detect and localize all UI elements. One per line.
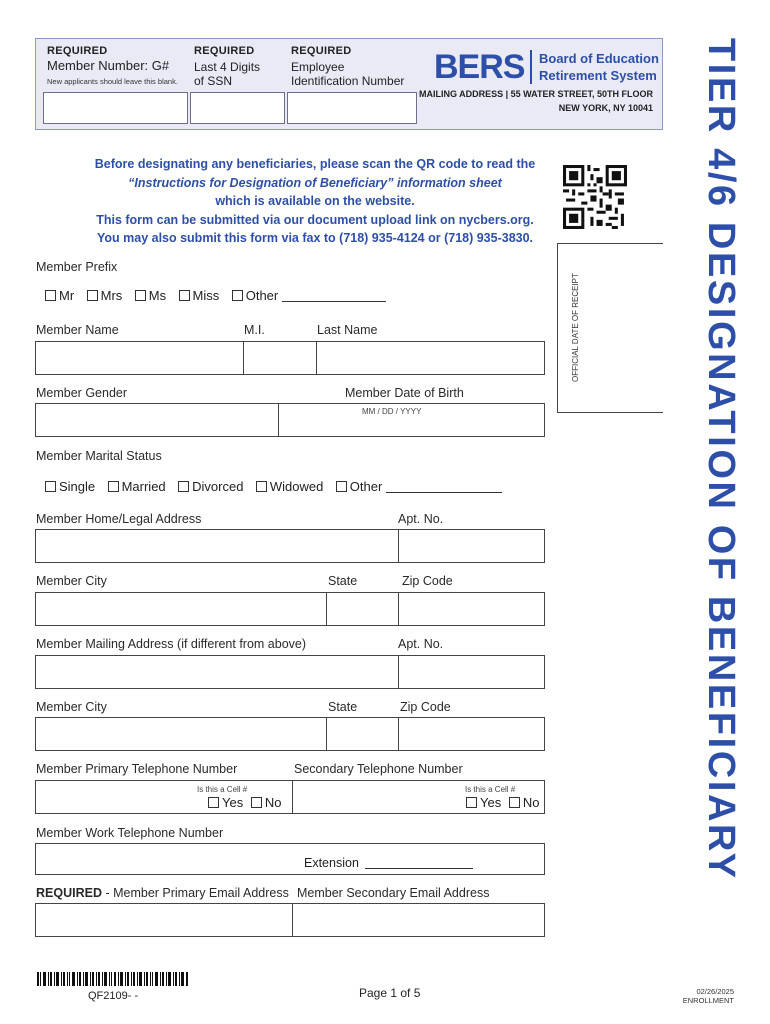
extension-line[interactable] (365, 868, 473, 869)
checkbox[interactable] (208, 797, 219, 808)
employee-id-label-1: Employee (291, 60, 345, 74)
last-name-label: Last Name (317, 323, 378, 337)
marital-option-widowed[interactable]: Widowed (256, 479, 323, 494)
instructions-line: Before designating any beneficiaries, please scan the QR code to read the (94, 157, 536, 171)
mi-label: M.I. (244, 323, 265, 337)
mailing-address-label: Member Mailing Address (if different from above) (36, 637, 307, 651)
mailing-state-label: State (328, 700, 358, 714)
apt-label: Apt. No. (398, 512, 444, 526)
primary-phone-label: Member Primary Telephone Number (36, 762, 238, 776)
mailing-city-input[interactable] (36, 718, 326, 750)
barcode-icon (37, 972, 189, 986)
city-label: Member City (36, 574, 107, 588)
marital-other-line[interactable] (386, 492, 502, 493)
no-option[interactable]: No (522, 795, 540, 810)
mailing-city-label: Member City (36, 700, 107, 714)
gender-dob-row (35, 403, 545, 437)
yes-option[interactable]: Yes (222, 795, 244, 810)
required-label: REQUIRED (194, 45, 255, 57)
checkbox[interactable] (135, 290, 146, 301)
employee-id-label-2: Identification Number (291, 74, 405, 88)
checkbox[interactable] (87, 290, 98, 301)
city-state-zip-row (35, 592, 545, 626)
no-option[interactable]: No (264, 795, 282, 810)
checkbox[interactable] (108, 481, 119, 492)
mailing-address-line-2: NEW YORK, NY 10041 (558, 103, 653, 113)
state-input[interactable] (327, 593, 398, 625)
zip-label: Zip Code (402, 574, 453, 588)
prefix-option-miss[interactable]: Miss (179, 288, 220, 303)
instructions-line: This form can be submitted via our document upload link on nycbers.org. (96, 212, 534, 227)
checkbox[interactable] (256, 481, 267, 492)
mailing-state-input[interactable] (327, 718, 398, 750)
marital-option-other[interactable]: Other (336, 479, 502, 494)
extension-field[interactable] (304, 856, 473, 870)
home-address-label: Member Home/Legal Address (36, 512, 202, 526)
marital-status-label: Member Marital Status (36, 449, 162, 463)
primary-cell-options (208, 795, 281, 810)
instructions-line: which is available on the website. (215, 194, 415, 208)
gender-input[interactable] (36, 404, 278, 436)
checkbox[interactable] (179, 290, 190, 301)
primary-email-input[interactable] (36, 904, 292, 936)
prefix-option-other[interactable]: Other (232, 288, 386, 303)
footer-enrollment: ENROLLMENT (682, 996, 734, 1005)
apt-input[interactable] (399, 530, 544, 562)
marital-option-married[interactable]: Married (108, 479, 166, 494)
mi-input[interactable] (244, 342, 316, 374)
apt-label: Apt. No. (398, 637, 444, 651)
required-label: REQUIRED (47, 45, 108, 57)
checkbox[interactable] (251, 797, 262, 808)
work-phone-label: Member Work Telephone Number (36, 826, 224, 840)
logo-divider (530, 50, 532, 84)
mailing-address-line-1: MAILING ADDRESS | 55 WATER STREET, 50TH FLOOR (418, 89, 653, 99)
prefix-option-ms[interactable]: Ms (135, 288, 166, 303)
first-name-input[interactable] (36, 342, 243, 374)
prefix-option-mrs[interactable]: Mrs (87, 288, 123, 303)
prefix-other-line[interactable] (282, 301, 386, 302)
member-number-note: New applicants should leave this blank. (47, 77, 178, 86)
primary-email-label: REQUIRED - Member Primary Email Address (36, 886, 289, 900)
checkbox[interactable] (466, 797, 477, 808)
dob-format-hint: MM / DD / YYYY (362, 407, 422, 416)
extension-label: Extension (304, 856, 359, 870)
secondary-email-input[interactable] (293, 904, 544, 936)
marital-option-divorced[interactable]: Divorced (178, 479, 243, 494)
ssn-field[interactable] (190, 92, 285, 124)
instructions-line: “Instructions for Designation of Beneficiary” information sheet (128, 175, 502, 190)
footer-date-block (683, 987, 734, 1005)
mailing-address-row (35, 655, 545, 689)
member-name-row (35, 341, 545, 375)
ssn-label-1: Last 4 Digits (194, 60, 261, 74)
state-label: State (328, 574, 358, 588)
qr-code-icon[interactable] (563, 165, 627, 229)
zip-input[interactable] (399, 593, 544, 625)
marital-option-single[interactable]: Single (45, 479, 95, 494)
checkbox[interactable] (232, 290, 243, 301)
instructions-block (70, 155, 560, 248)
email-required-label: REQUIRED (36, 886, 102, 900)
checkbox[interactable] (509, 797, 520, 808)
city-input[interactable] (36, 593, 326, 625)
ssn-label-2: of SSN (194, 74, 233, 88)
mailing-zip-label: Zip Code (400, 700, 451, 714)
required-label: REQUIRED (291, 45, 352, 57)
page-number: Page 1 of 5 (359, 986, 421, 1000)
prefix-options (45, 287, 394, 305)
member-number-label: Member Number: G# (47, 58, 170, 73)
official-receipt-label: OFFICIAL DATE OF RECEIPT (571, 273, 580, 382)
yes-option[interactable]: Yes (480, 795, 502, 810)
member-gender-label: Member Gender (36, 386, 128, 400)
checkbox[interactable] (178, 481, 189, 492)
page-title: TIER 4/6 DESIGNATION OF BENEFICIARY (700, 38, 742, 881)
secondary-cell-options (466, 795, 539, 810)
member-prefix-label: Member Prefix (36, 260, 118, 274)
home-address-row (35, 529, 545, 563)
form-code: QF2109- - (88, 990, 139, 1002)
prefix-option-mr[interactable]: Mr (45, 288, 74, 303)
checkbox[interactable] (45, 290, 56, 301)
employee-id-field[interactable] (287, 92, 417, 124)
instructions-line: You may also submit this form via fax to (718) 935-4124 or (718) 935-3830. (96, 231, 534, 245)
checkbox[interactable] (45, 481, 56, 492)
footer-date: 02/26/2025 (696, 987, 734, 996)
member-name-label: Member Name (36, 323, 119, 337)
last-name-input[interactable] (317, 342, 544, 374)
primary-cell-question: Is this a Cell # (197, 785, 248, 794)
marital-options (45, 478, 510, 496)
secondary-phone-label: Secondary Telephone Number (294, 762, 463, 776)
mailing-address-input[interactable] (36, 656, 398, 688)
checkbox[interactable] (336, 481, 347, 492)
secondary-email-label: Member Secondary Email Address (297, 886, 490, 900)
logo-line-1: Board of Education (539, 51, 659, 66)
secondary-cell-question: Is this a Cell # (465, 785, 516, 794)
mailing-apt-input[interactable] (399, 656, 544, 688)
bers-logo: BERS (434, 48, 525, 86)
email-row (35, 903, 545, 937)
page-title-vertical (692, 38, 762, 963)
dob-label: Member Date of Birth (345, 386, 464, 400)
mailing-zip-input[interactable] (399, 718, 544, 750)
mailing-city-state-zip-row (35, 717, 545, 751)
logo-line-2: Retirement System (539, 68, 657, 83)
logo-text (539, 50, 659, 84)
member-number-field[interactable] (43, 92, 188, 124)
home-address-input[interactable] (36, 530, 398, 562)
